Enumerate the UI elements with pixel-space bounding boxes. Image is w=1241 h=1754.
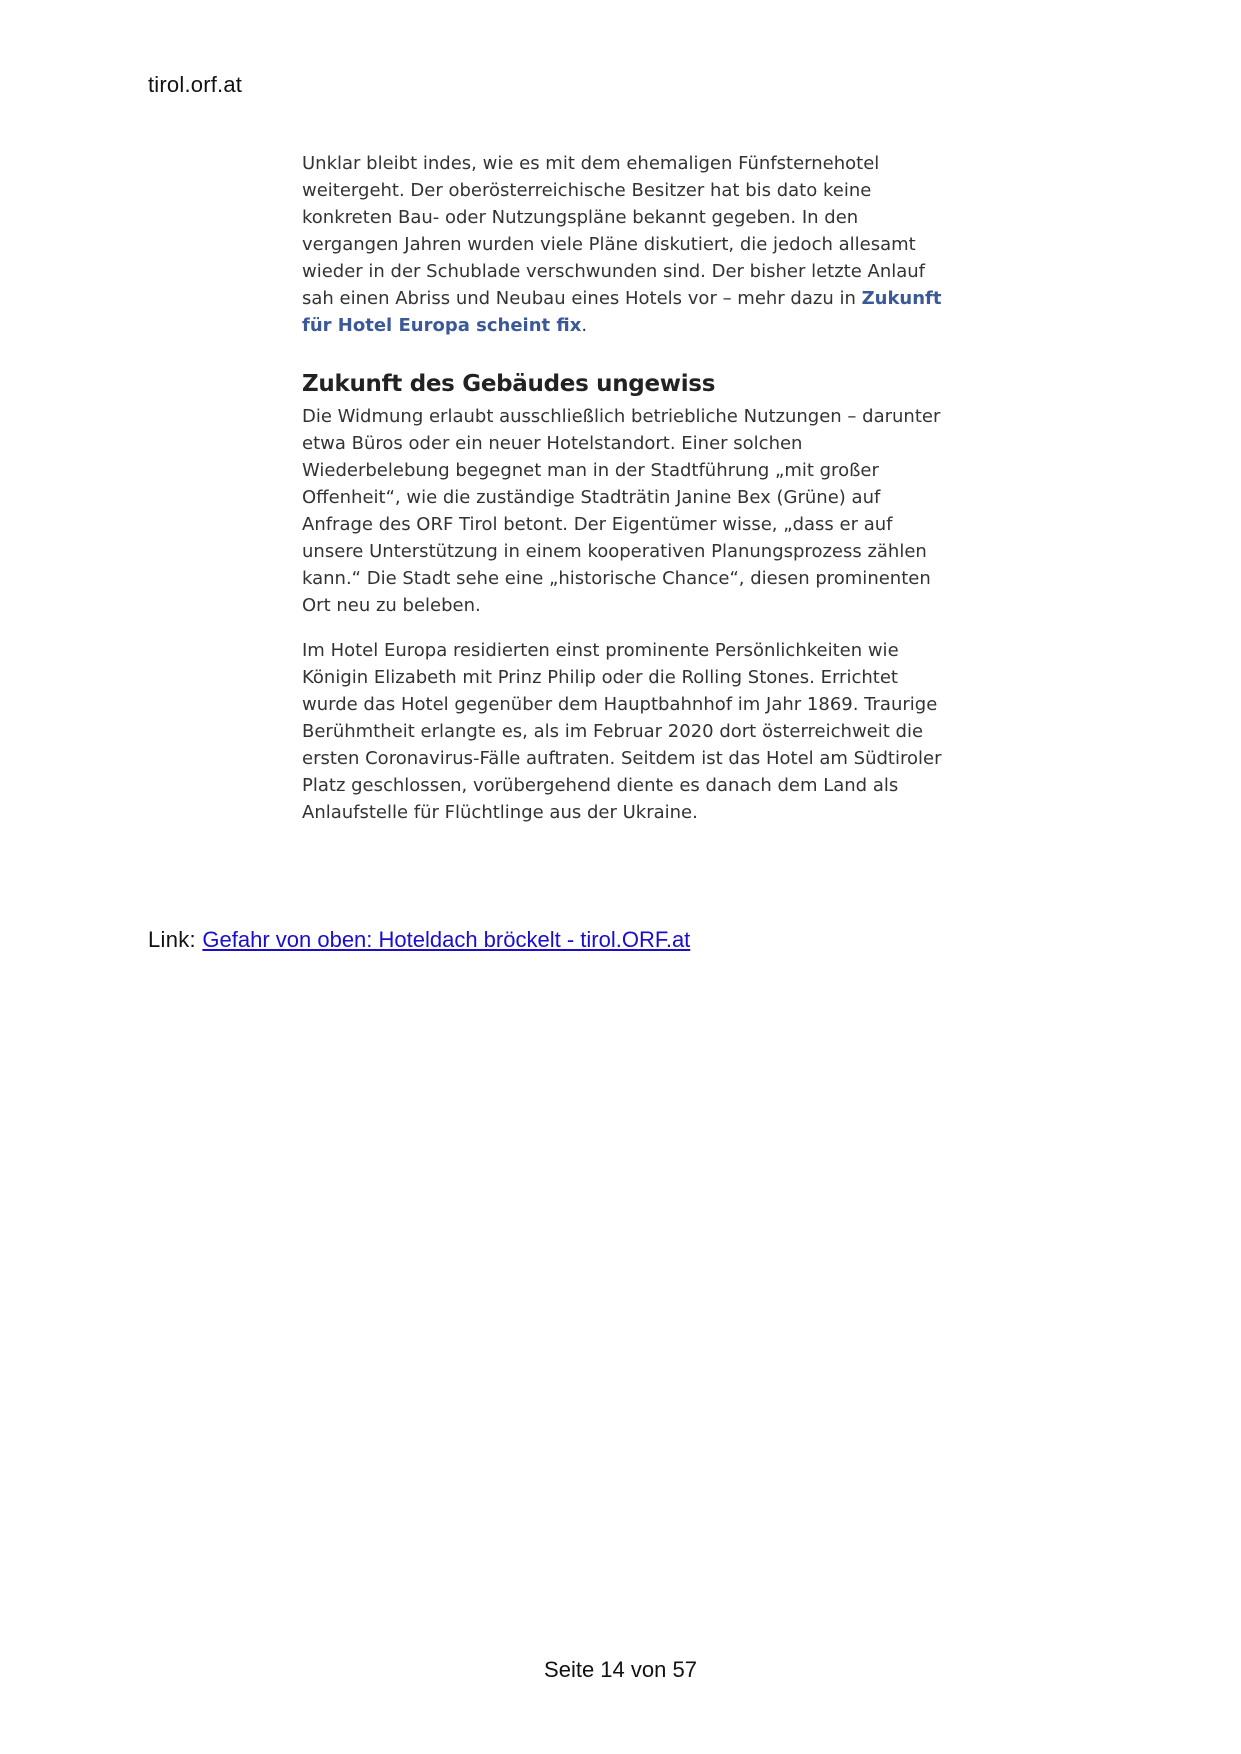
source-header: tirol.orf.at [148,72,243,97]
article-subheading: Zukunft des Gebäudes ungewiss [302,371,716,397]
article-paragraph-1 [302,150,952,339]
source-article-link[interactable]: Gefahr von oben: Hoteldach bröckelt - tirol.ORF.at [202,927,691,952]
article-paragraph-2: Die Widmung erlaubt ausschließlich betriebliche Nutzungen – darunter etwa Büros oder ein neuer Hotelstandort. Einer solchen Wiederbelebung begegnet man in der Stadtführung „mit großer Offenheit“, wie die zuständige Stadträtin Janine Bex (Grüne) auf Anfrage des ORF Tirol betont. Der Eigentümer wisse, „dass er auf unsere Unterstützung in einem kooperativen Planungsprozess zählen kann.“ Die Stadt sehe eine „historische Chance“, diesen prominenten Ort neu zu beleben. [302,406,941,616]
article-paragraph-3: Im Hotel Europa residierten einst prominente Persönlichkeiten wie Königin Elizabeth mit Prinz Philip oder die Rolling Stones. Errichtet wurde das Hotel gegenüber dem Hauptbahnhof im Jahr 1869. Traurige Berühmtheit erlangte es, als im Februar 2020 dort österreichweit die ersten Coronavirus-Fälle auftraten. Seitdem ist das Hotel am Südtiroler Platz geschlossen, vorübergehend diente es danach dem Land als Anlaufstelle für Flüchtlinge aus der Ukraine. [302,640,942,823]
article-paragraph-1-end: . [581,315,588,336]
article-paragraph-1-text: Unklar bleibt indes, wie es mit dem ehemaligen Fünfsternehotel weitergeht. Der oberösterreichische Besitzer hat bis dato keine konkreten Bau- oder Nutzungspläne bekannt gegeben. In den vergangen Jahren wurden viele Pläne diskutiert, die jedoch allesamt wieder in der Schublade verschwunden sind. Der bisher letzte Anlauf sah einen Abriss und Neubau eines Hotels vor – mehr dazu in [302,153,926,309]
article-clipping [302,150,952,826]
source-link-line [148,927,690,953]
related-article-link[interactable]: Zukunft für Hotel Europa scheint fix [302,288,942,336]
page-number: Seite 14 von 57 [544,1657,697,1682]
link-label: Link: [148,927,203,952]
